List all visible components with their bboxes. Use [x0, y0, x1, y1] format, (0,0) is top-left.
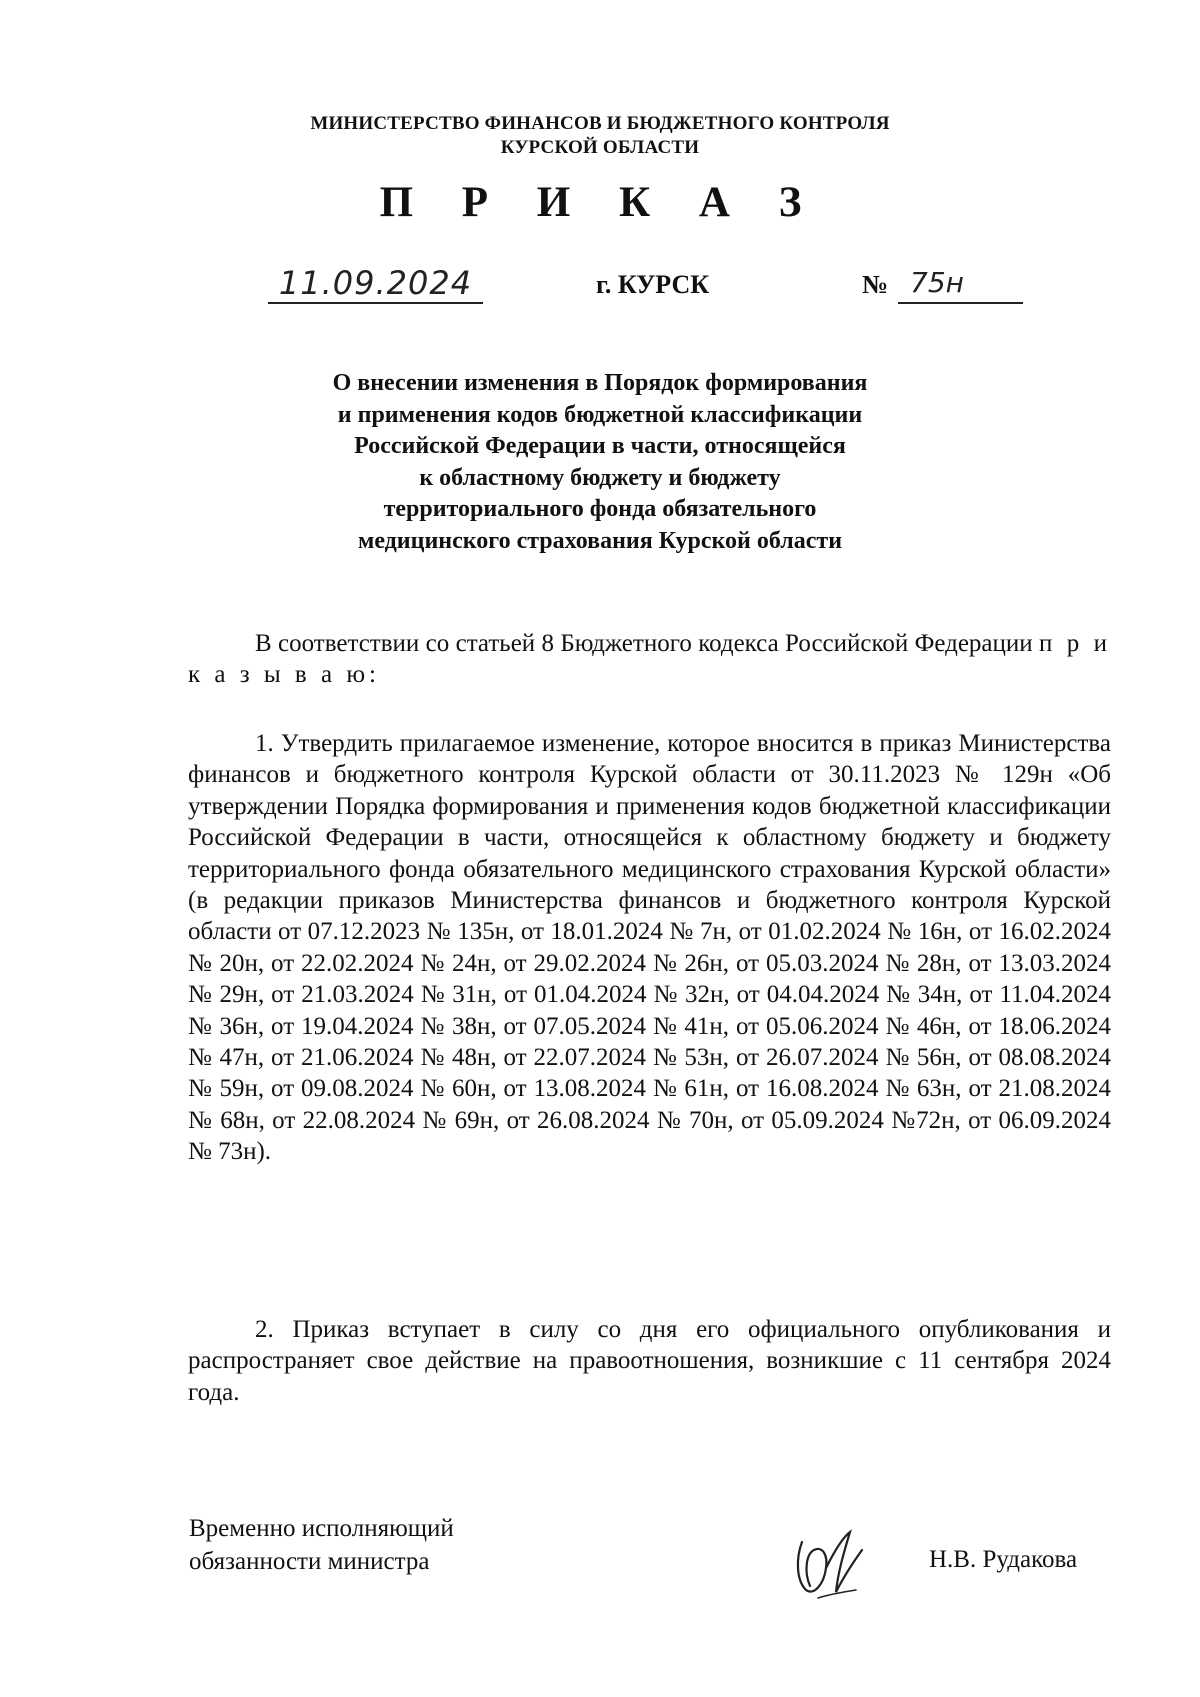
- subject-line: медицинского страхования Курской области: [357, 527, 843, 554]
- intro-order-word: п р и к а з ы в а ю:: [188, 630, 1111, 689]
- order-date-handwritten: 11.09.2024: [268, 264, 483, 304]
- ministry-line-1: МИНИСТЕРСТВО ФИНАНСОВ И БЮДЖЕТНОГО КОНТРОЛЯ: [310, 113, 890, 134]
- intro-text: В соответствии со статьей 8 Бюджетного кодекса Российской Федерации: [255, 630, 1033, 657]
- subject-line: Российской Федерации в части, относящейся: [354, 433, 846, 459]
- ministry-line-2: КУРСКОЙ ОБЛАСТИ: [500, 137, 700, 158]
- intro-paragraph: [188, 628, 1111, 691]
- item-1-paragraph: 1. Утвердить прилагаемое изменение, которое вносится в приказ Министерства финансов и бюджетного контроля Курской области от 30.11.2023 № 129н «Об утверждении Порядка формирования и применения кодов бюджетной классификации Российской Федерации в части, относящейся к областному бюджету и бюджету территориального фонда обязательного медицинского страхования Курской области» (в редакции приказов Министерства финансов и бюджетного контроля Курской области от 07.12.2023 № 135н, от 18.01.2024 № 7н, от 01.02.2024 № 16н, от 16.02.2024 № 20н, от 22.02.2024 № 24н, от 29.02.2024 № 26н, от 05.03.2024 № 28н, от 13.03.2024 № 29н, от 21.03.2024 № 31н, от 01.04.2024 № 32н, от 04.04.2024 № 34н, от 11.04.2024 № 36н, от 19.04.2024 № 38н, от 07.05.2024 № 41н, от 05.06.2024 № 46н, от 18.06.2024 № 47н, от 21.06.2024 № 48н, от 22.07.2024 № 53н, от 26.07.2024 № 56н, от 08.08.2024 № 59н, от 09.08.2024 № 60н, от 13.08.2024 № 61н, от 16.08.2024 № 63н, от 21.08.2024 № 68н, от 22.08.2024 № 69н, от 26.08.2024 № 70н, от 05.09.2024 №72н, от 06.09.2024 № 73н).: [188, 730, 1111, 1166]
- subject-line: к областному бюджету и бюджету: [419, 464, 781, 491]
- order-title: П Р И К А З: [379, 179, 821, 226]
- signatory-title-line-1: Временно исполняющий: [189, 1515, 454, 1542]
- order-meta-row: [0, 264, 1200, 320]
- order-city: г. КУРСК: [596, 270, 710, 299]
- signatory-title-line-2: обязанности министра: [189, 1548, 430, 1575]
- handwritten-signature-icon: [792, 1528, 872, 1606]
- order-subject: [0, 368, 1200, 557]
- order-number-handwritten: 75н: [898, 264, 1023, 304]
- ministry-header: [0, 112, 1200, 160]
- item-2-paragraph: 2. Приказ вступает в силу со дня его официального опубликования и распространяет свое действие на правоотношения, возникшие с 11 сентября 2024 года.: [188, 1316, 1111, 1406]
- signatory-title: [189, 1512, 454, 1578]
- order-number-sign: №: [862, 270, 889, 299]
- subject-line: и применения кодов бюджетной классификации: [337, 401, 863, 428]
- subject-line: О внесении изменения в Порядок формирования: [332, 370, 868, 396]
- subject-line: территориального фонда обязательного: [383, 496, 817, 522]
- signatory-name: Н.В. Рудакова: [929, 1546, 1078, 1573]
